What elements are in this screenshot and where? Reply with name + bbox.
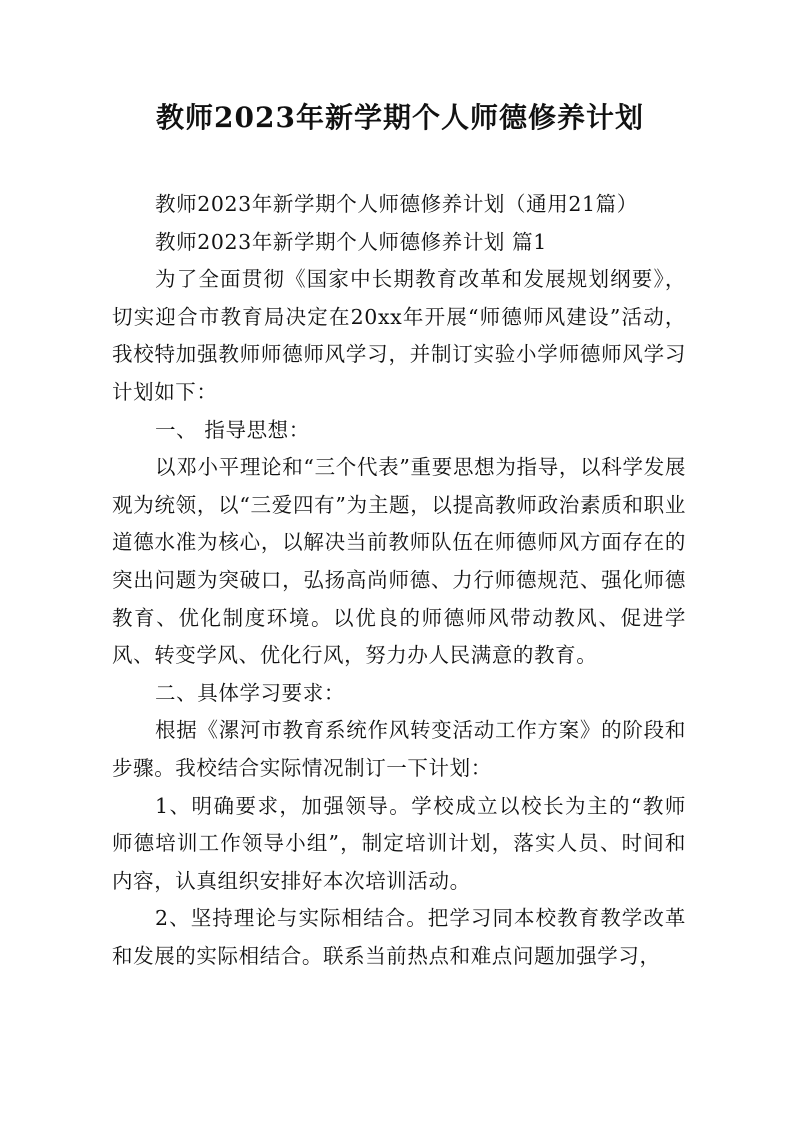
document-title: 教师2023年新学期个人师德修养计划	[156, 101, 644, 134]
heading-study-requirements: 二、具体学习要求：	[155, 680, 345, 705]
paragraph-section-title: 教师2023年新学期个人师德修养计划 篇1	[155, 229, 547, 254]
paragraph-requirement-1: 1、明确要求，加强领导。学校成立以校长为主的“教师师德培训工作领导小组”，制定培训计划，落实人员、时间和内容，认真组织安排好本次培训活动。	[112, 793, 686, 893]
document-body	[112, 186, 686, 975]
paragraph-requirement-2: 2、坚持理论与实际相结合。把学习同本校教育教学改革和发展的实际相结合。联系当前热点和难点问题加强学习，	[112, 906, 686, 968]
paragraph-subtitle: 教师2023年新学期个人师德修养计划（通用21篇）	[155, 192, 638, 216]
heading-guiding-ideology: 一、 指导思想：	[155, 417, 310, 442]
paragraph-plan-basis: 根据《漯河市教育系统作风转变活动工作方案》的阶段和步骤。我校结合实际情况制订一下计划：	[112, 718, 686, 780]
paragraph-intro: 为了全面贯彻《国家中长期教育改革和发展规划纲要》，切实迎合市教育局决定在20xx年开展“师德师风建设”活动，我校特加强教师师德师风学习，并制订实验小学师德师风学习计划如下：	[112, 267, 686, 404]
paragraph-guiding-ideology: 以邓小平理论和“三个代表”重要思想为指导，以科学发展观为统领，以“三爱四有”为主题，以提高教师政治素质和职业道德水准为核心，以解决当前教师队伍在师德师风方面存在的突出问题为突破口，弘扬高尚师德、力行师德规范、强化师德教育、优化制度环境。以优良的师德师风带动教风、促进学风、转变学风、优化行风，努力办人民满意的教育。	[112, 455, 686, 668]
